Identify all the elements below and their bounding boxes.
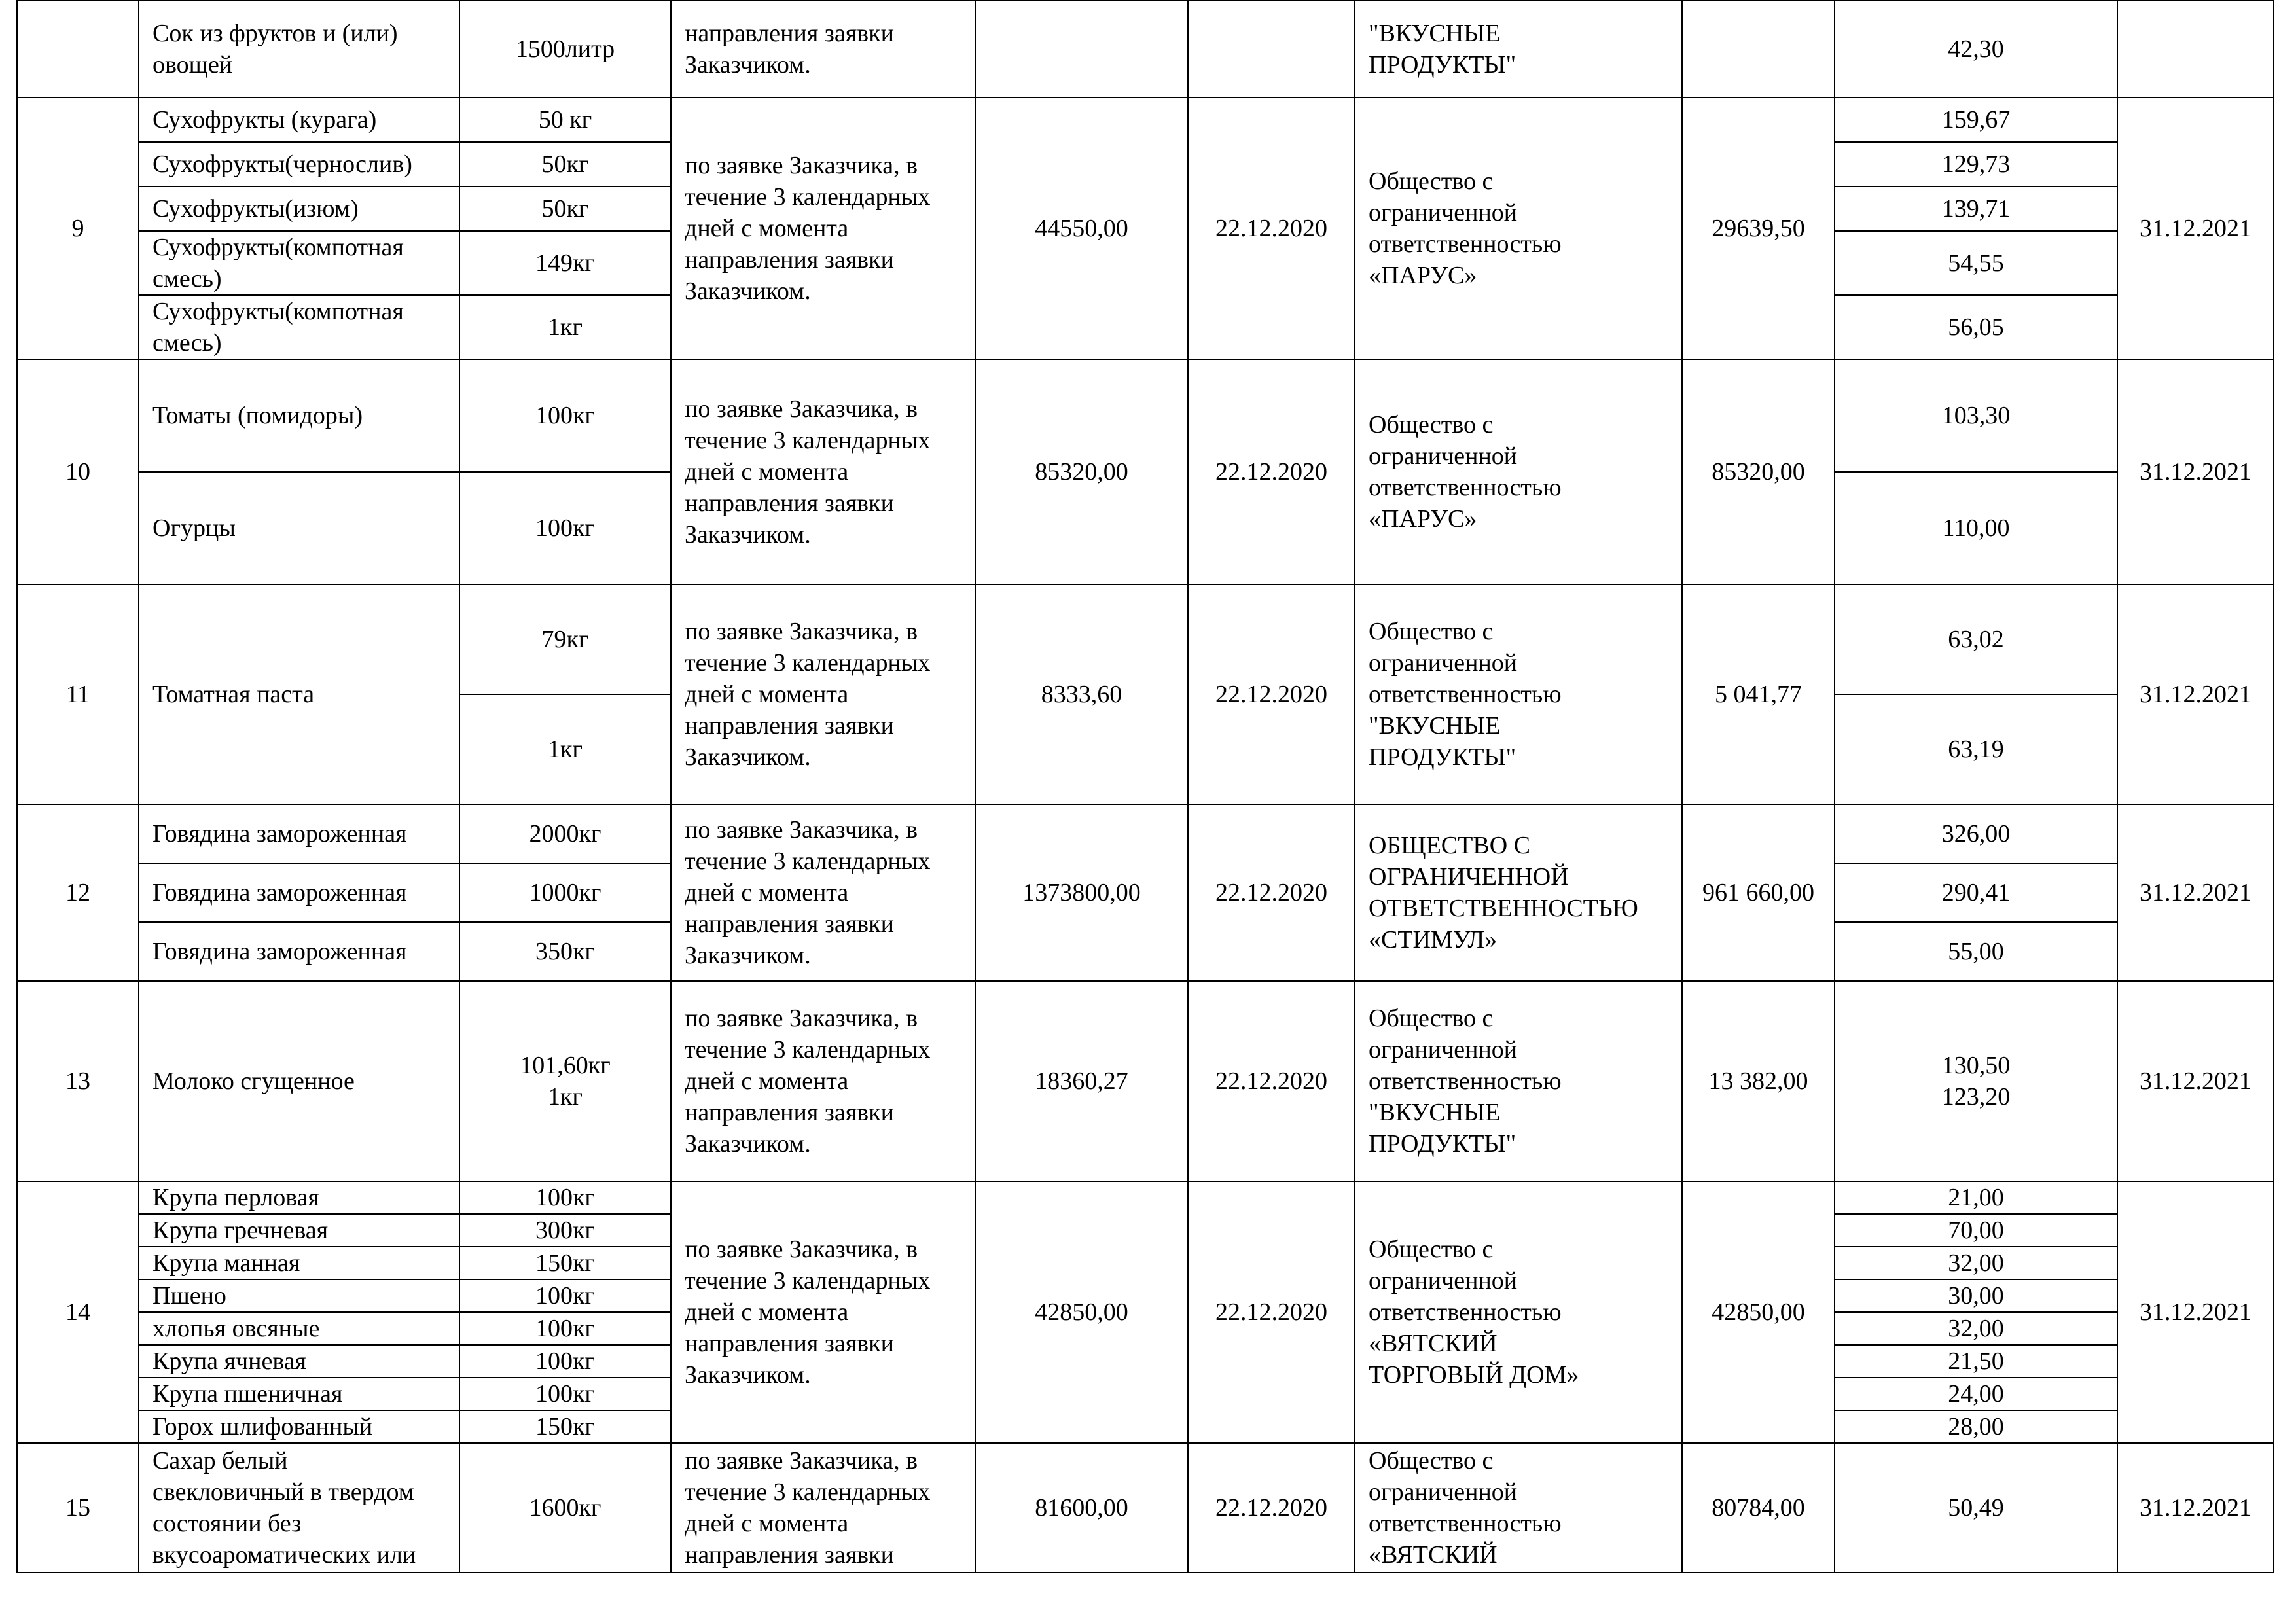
unit-price: 129,73 xyxy=(1835,142,2117,187)
delivery-terms: по заявке Заказчика, в течение 3 календарных дней с момента направления заявки Заказчиком. xyxy=(671,804,975,981)
item-quantity: 50 кг xyxy=(459,98,671,142)
unit-price: 63,19 xyxy=(1835,694,2117,804)
end-date: 31.12.2021 xyxy=(2117,359,2274,584)
item-quantity: 79кг xyxy=(459,584,671,694)
item-quantity: 2000кг xyxy=(459,804,671,863)
supplier-name: Общество с ограниченной ответственностью "ВКУСНЫЕ ПРОДУКТЫ" xyxy=(1355,981,1682,1181)
initial-price: 1373800,00 xyxy=(975,804,1188,981)
end-date: 31.12.2021 xyxy=(2117,1181,2274,1443)
item-name: Сок из фруктов и (или) овощей xyxy=(139,1,459,98)
item-quantity: 100кг xyxy=(459,1181,671,1214)
item-name: Крупа гречневая xyxy=(139,1214,459,1247)
end-date: 31.12.2021 xyxy=(2117,981,2274,1181)
item-name: Крупа пшеничная xyxy=(139,1378,459,1410)
row-number: 15 xyxy=(17,1443,139,1573)
item-name: Томатная паста xyxy=(139,584,459,804)
contract-price xyxy=(1682,1,1835,98)
initial-price: 85320,00 xyxy=(975,359,1188,584)
item-quantity: 1000кг xyxy=(459,863,671,922)
row-number: 12 xyxy=(17,804,139,981)
unit-price: 63,02 xyxy=(1835,584,2117,694)
item-quantity: 300кг xyxy=(459,1214,671,1247)
delivery-terms: по заявке Заказчика, в течение 3 календарных дней с момента направления заявки Заказчиком. xyxy=(671,981,975,1181)
contract-date: 22.12.2020 xyxy=(1188,981,1355,1181)
unit-price: 139,71 xyxy=(1835,187,2117,231)
initial-price: 8333,60 xyxy=(975,584,1188,804)
item-quantity: 1500литр xyxy=(459,1,671,98)
end-date: 31.12.2021 xyxy=(2117,1443,2274,1573)
item-quantity: 1кг xyxy=(459,694,671,804)
row-number xyxy=(17,1,139,98)
item-name: Сухофрукты (курага) xyxy=(139,98,459,142)
unit-price: 103,30 xyxy=(1835,359,2117,472)
table-row xyxy=(17,1181,2274,1214)
contract-price: 961 660,00 xyxy=(1682,804,1835,981)
unit-price: 326,00 xyxy=(1835,804,2117,863)
unit-price: 30,00 xyxy=(1835,1279,2117,1312)
item-name: Сухофрукты(компотная смесь) xyxy=(139,295,459,359)
supplier-name: Общество с ограниченной ответственностью «ПАРУС» xyxy=(1355,98,1682,359)
procurement-table xyxy=(16,0,2274,1573)
item-quantity: 150кг xyxy=(459,1410,671,1443)
initial-price xyxy=(975,1,1188,98)
initial-price: 18360,27 xyxy=(975,981,1188,1181)
item-name: Крупа манная xyxy=(139,1247,459,1279)
initial-price: 44550,00 xyxy=(975,98,1188,359)
unit-price: 110,00 xyxy=(1835,472,2117,584)
delivery-terms: по заявке Заказчика, в течение 3 календарных дней с момента направления заявки Заказчиком. xyxy=(671,98,975,359)
contract-price: 80784,00 xyxy=(1682,1443,1835,1573)
item-quantity: 100кг xyxy=(459,472,671,584)
supplier-name: ОБЩЕСТВО С ОГРАНИЧЕННОЙ ОТВЕТСТВЕННОСТЬЮ «СТИМУЛ» xyxy=(1355,804,1682,981)
item-name: Пшено xyxy=(139,1279,459,1312)
supplier-name: Общество с ограниченной ответственностью «ВЯТСКИЙ xyxy=(1355,1443,1682,1573)
table-row xyxy=(17,981,2274,1181)
item-name: Сухофрукты(компотная смесь) xyxy=(139,231,459,295)
end-date xyxy=(2117,1,2274,98)
supplier-name: Общество с ограниченной ответственностью «ПАРУС» xyxy=(1355,359,1682,584)
item-name: Говядина замороженная xyxy=(139,804,459,863)
table-row xyxy=(17,584,2274,694)
unit-price: 42,30 xyxy=(1835,1,2117,98)
row-number: 11 xyxy=(17,584,139,804)
contract-date: 22.12.2020 xyxy=(1188,1181,1355,1443)
contract-price: 42850,00 xyxy=(1682,1181,1835,1443)
unit-price: 290,41 xyxy=(1835,863,2117,922)
delivery-terms: по заявке Заказчика, в течение 3 календарных дней с момента направления заявки Заказчиком. xyxy=(671,584,975,804)
item-name: Томаты (помидоры) xyxy=(139,359,459,472)
unit-price: 32,00 xyxy=(1835,1312,2117,1345)
supplier-name: Общество с ограниченной ответственностью "ВКУСНЫЕ ПРОДУКТЫ" xyxy=(1355,584,1682,804)
delivery-terms: направления заявки Заказчиком. xyxy=(671,1,975,98)
unit-price: 56,05 xyxy=(1835,295,2117,359)
contract-price: 13 382,00 xyxy=(1682,981,1835,1181)
initial-price: 81600,00 xyxy=(975,1443,1188,1573)
item-quantity: 101,60кг 1кг xyxy=(459,981,671,1181)
item-name: Молоко сгущенное xyxy=(139,981,459,1181)
unit-price: 21,00 xyxy=(1835,1181,2117,1214)
unit-price: 24,00 xyxy=(1835,1378,2117,1410)
unit-price: 28,00 xyxy=(1835,1410,2117,1443)
item-name: Горох шлифованный xyxy=(139,1410,459,1443)
row-number: 9 xyxy=(17,98,139,359)
unit-price: 159,67 xyxy=(1835,98,2117,142)
table-row xyxy=(17,98,2274,142)
item-name: Крупа ячневая xyxy=(139,1345,459,1378)
contract-price: 5 041,77 xyxy=(1682,584,1835,804)
row-number: 10 xyxy=(17,359,139,584)
contract-date xyxy=(1188,1,1355,98)
item-name: Сахар белый свекловичный в твердом состоянии без вкусоароматических или xyxy=(139,1443,459,1573)
row-number: 14 xyxy=(17,1181,139,1443)
item-quantity: 100кг xyxy=(459,1345,671,1378)
table-row xyxy=(17,804,2274,863)
item-name: Говядина замороженная xyxy=(139,922,459,981)
contract-date: 22.12.2020 xyxy=(1188,359,1355,584)
item-quantity: 50кг xyxy=(459,187,671,231)
item-quantity: 150кг xyxy=(459,1247,671,1279)
item-name: Крупа перловая xyxy=(139,1181,459,1214)
end-date: 31.12.2021 xyxy=(2117,804,2274,981)
contract-date: 22.12.2020 xyxy=(1188,98,1355,359)
table-row xyxy=(17,1443,2274,1573)
contract-price: 29639,50 xyxy=(1682,98,1835,359)
unit-price: 32,00 xyxy=(1835,1247,2117,1279)
item-quantity: 50кг xyxy=(459,142,671,187)
item-quantity: 350кг xyxy=(459,922,671,981)
item-name: Огурцы xyxy=(139,472,459,584)
unit-price: 130,50 123,20 xyxy=(1835,981,2117,1181)
supplier-name: Общество с ограниченной ответственностью «ВЯТСКИЙ ТОРГОВЫЙ ДОМ» xyxy=(1355,1181,1682,1443)
initial-price: 42850,00 xyxy=(975,1181,1188,1443)
contract-date: 22.12.2020 xyxy=(1188,584,1355,804)
delivery-terms: по заявке Заказчика, в течение 3 календарных дней с момента направления заявки xyxy=(671,1443,975,1573)
table-row xyxy=(17,1,2274,98)
unit-price: 54,55 xyxy=(1835,231,2117,295)
unit-price: 50,49 xyxy=(1835,1443,2117,1573)
delivery-terms: по заявке Заказчика, в течение 3 календарных дней с момента направления заявки Заказчиком. xyxy=(671,1181,975,1443)
contract-price: 85320,00 xyxy=(1682,359,1835,584)
item-quantity: 100кг xyxy=(459,1312,671,1345)
end-date: 31.12.2021 xyxy=(2117,98,2274,359)
item-name: Сухофрукты(чернослив) xyxy=(139,142,459,187)
supplier-name: "ВКУСНЫЕ ПРОДУКТЫ" xyxy=(1355,1,1682,98)
end-date: 31.12.2021 xyxy=(2117,584,2274,804)
item-name: Говядина замороженная xyxy=(139,863,459,922)
item-quantity: 149кг xyxy=(459,231,671,295)
item-quantity: 100кг xyxy=(459,1378,671,1410)
item-quantity: 100кг xyxy=(459,359,671,472)
item-quantity: 100кг xyxy=(459,1279,671,1312)
delivery-terms: по заявке Заказчика, в течение 3 календарных дней с момента направления заявки Заказчиком. xyxy=(671,359,975,584)
unit-price: 70,00 xyxy=(1835,1214,2117,1247)
item-quantity: 1600кг xyxy=(459,1443,671,1573)
contract-date: 22.12.2020 xyxy=(1188,804,1355,981)
item-name: хлопья овсяные xyxy=(139,1312,459,1345)
item-quantity: 1кг xyxy=(459,295,671,359)
unit-price: 55,00 xyxy=(1835,922,2117,981)
unit-price: 21,50 xyxy=(1835,1345,2117,1378)
table-row xyxy=(17,359,2274,472)
item-name: Сухофрукты(изюм) xyxy=(139,187,459,231)
contract-date: 22.12.2020 xyxy=(1188,1443,1355,1573)
row-number: 13 xyxy=(17,981,139,1181)
